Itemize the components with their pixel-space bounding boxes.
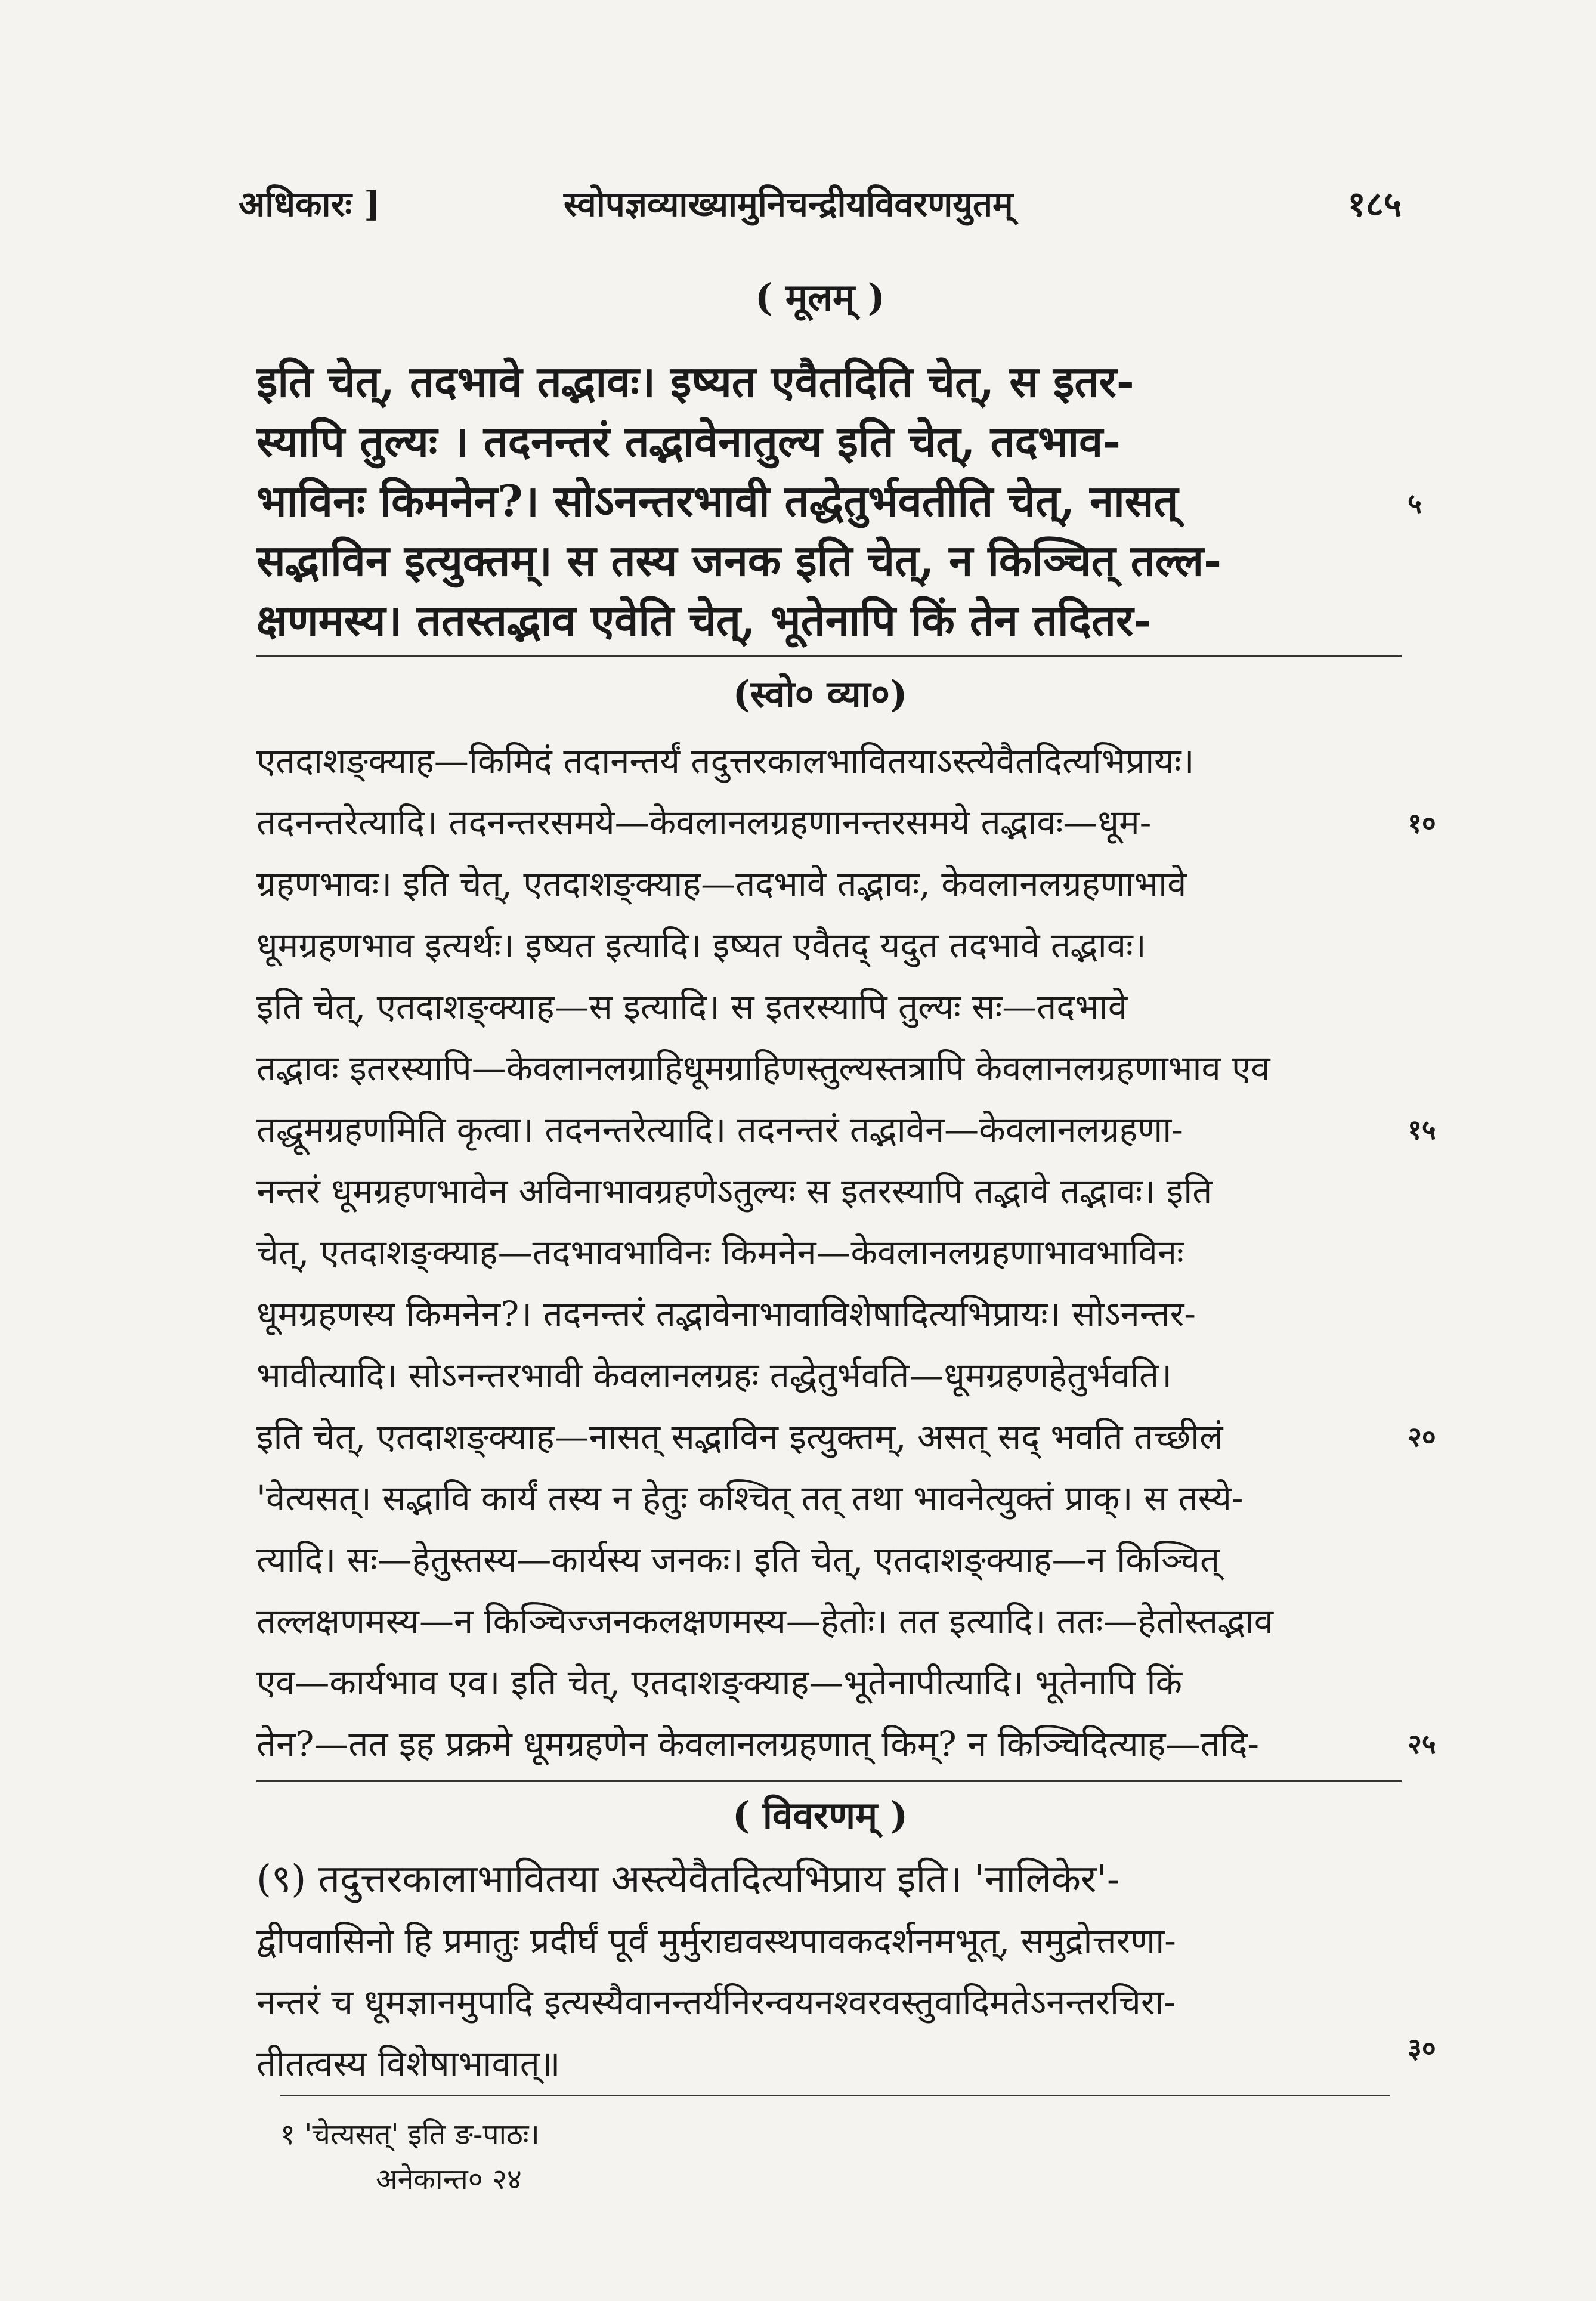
signature-mark: अनेकान्त० २४ [376, 2163, 522, 2196]
margin-line-number: ३० [1408, 2032, 1436, 2064]
section-divider [256, 655, 1402, 657]
vyakhya-line: धूमग्रहणभाव इत्यर्थः। इष्यत इत्यादि। इष्यत एवैतद् यदुत तदभावे तद्भावः। [256, 925, 1146, 966]
vyakhya-line: तेन?—तत इह प्रक्रमे धूमग्रहणेन केवलानलग्रहणात् किम्? न किञ्चिदित्याह—तदि- [256, 1724, 1259, 1764]
chapter-marker: अधिकारः ] [239, 184, 381, 224]
vivarana-line: द्वीपवासिनो हि प्रमातुः प्रदीर्घं पूर्वं मुर्मुराद्यवस्थपावकदर्शनमभूत्, समुद्रोत्तरणा- [256, 1920, 1176, 1961]
mool-line: स्यापि तुल्यः । तदनन्तरं तद्भावेनातुल्य इति चेत्, तदभाव- [256, 416, 1121, 466]
margin-line-number: २५ [1408, 1728, 1436, 1760]
margin-line-number: १० [1408, 807, 1436, 839]
margin-line-number: ५ [1408, 487, 1422, 519]
vyakhya-line: तल्लक्षणमस्य—न किञ्चिज्जनकलक्षणमस्य—हेतोः। तत इत्यादि। ततः—हेतोस्तद्भाव [256, 1601, 1274, 1641]
vyakhya-line: नन्तरं धूमग्रहणभावेन अविनाभावग्रहणेऽतुल्यः स इतरस्यापि तद्भावे तद्भावः। इति [256, 1171, 1213, 1211]
mool-line: सद्भाविन इत्युक्तम्। स तस्य जनक इति चेत्, न किञ्चित् तल्ल- [256, 535, 1221, 586]
vyakhya-line: धूमग्रहणस्य किमनेन?। तदनन्तरं तद्भावेनाभावाविशेषादित्यभिप्रायः। सोऽनन्तर- [256, 1294, 1196, 1334]
vyakhya-line: इति चेत्, एतदाशङ्क्याह—नासत् सद्भाविन इत्युक्तम्, असत् सद् भवति तच्छीलं [256, 1417, 1223, 1457]
vyakhya-line: भावीत्यादि। सोऽनन्तरभावी केवलानलग्रहः तद्धेतुर्भवति—धूमग्रहणहेतुर्भवति। [256, 1355, 1173, 1396]
vivarana-line: तीतत्वस्य विशेषाभावात्॥ [256, 2043, 561, 2084]
vivarana-text [256, 1849, 1402, 2095]
mool-line: भाविनः किमनेन?। सोऽनन्तरभावी तद्धेतुर्भवतीति चेत्, नासत् [256, 475, 1179, 526]
mool-title: ( मूलम् ) [754, 276, 886, 319]
vivarana-line: (९) तदुत्तरकालाभावितया अस्त्येवैतदित्यभिप्राय इति। 'नालिकेर'- [256, 1857, 1120, 1901]
running-header [239, 179, 1402, 233]
vyakhya-line: ग्रहणभावः। इति चेत्, एतदाशङ्क्याह—तदभावे तद्भावः, केवलानलग्रहणाभावे [256, 864, 1187, 904]
vyakhya-line: 'वेत्यसत्। सद्भावि कार्यं तस्य न हेतुः कश्चित् तत् तथा भावनेत्युक्तं प्राक्। स तस्ये- [256, 1478, 1244, 1518]
vyakhya-line: तद्धूमग्रहणमिति कृत्वा। तदनन्तरेत्यादि। तदनन्तरं तद्भावेन—केवलानलग्रहणा- [256, 1109, 1183, 1150]
vyakhya-text [256, 731, 1402, 1775]
vivarana-title: ( विवरणम् ) [732, 1793, 908, 1837]
vyakhya-line: तद्भावः इतरस्यापि—केवलानलग्राहिधूमग्राहिणस्तुल्यस्तत्रापि केवलानलग्रहणाभाव एव [256, 1048, 1270, 1088]
vyakhya-line: चेत्, एतदाशङ्क्याह—तदभावभाविनः किमनेन—केवलानलग्रहणाभावभाविनः [256, 1232, 1184, 1273]
mool-line: इति चेत्, तदभावे तद्भावः। इष्यत एवैतदिति चेत्, स इतर- [256, 356, 1134, 407]
margin-line-number: १५ [1408, 1114, 1436, 1146]
vyakhya-line: त्यादि। सः—हेतुस्तस्य—कार्यस्य जनकः। इति चेत्, एतदाशङ्क्याह—न किञ्चित् [256, 1539, 1220, 1580]
vyakhya-title: (स्वो० व्या०) [732, 672, 908, 716]
vyakhya-line: एतदाशङ्क्याह—किमिदं तदानन्तर्यं तदुत्तरकालभावितयाऽस्त्येवैतदित्यभिप्रायः। [256, 741, 1195, 781]
section-divider [256, 1780, 1402, 1782]
margin-line-number: २० [1408, 1421, 1436, 1453]
vivarana-line: नन्तरं च धूमज्ञानमुपादि इत्यस्यैवानन्तर्यनिरन्वयनश्वरवस्तुवादिमतेऽनन्तरचिरा- [256, 1982, 1176, 2022]
mool-text [256, 352, 1402, 650]
vyakhya-line: एव—कार्यभाव एव। इति चेत्, एतदाशङ्क्याह—भूतेनापीत्यादि। भूतेनापि किं [256, 1662, 1183, 1703]
footnote: १ 'चेत्यसत्' इति ङ-पाठः। [280, 2118, 540, 2151]
book-title: स्वोपज्ञव्याख्यामुनिचन्द्रीयविवरणयुतम् [564, 184, 1013, 224]
vyakhya-line: तदनन्तरेत्यादि। तदनन्तरसमये—केवलानलग्रहणानन्तरसमये तद्भावः—धूम- [256, 802, 1152, 843]
mool-line: क्षणमस्य। ततस्तद्भाव एवेति चेत्, भूतेनापि किं तेन तदितर- [256, 595, 1152, 645]
vyakhya-line: इति चेत्, एतदाशङ्क्याह—स इत्यादि। स इतरस्यापि तुल्यः सः—तदभावे [256, 986, 1128, 1027]
page-number: १८५ [1347, 184, 1402, 224]
footnote-divider [280, 2095, 1390, 2096]
